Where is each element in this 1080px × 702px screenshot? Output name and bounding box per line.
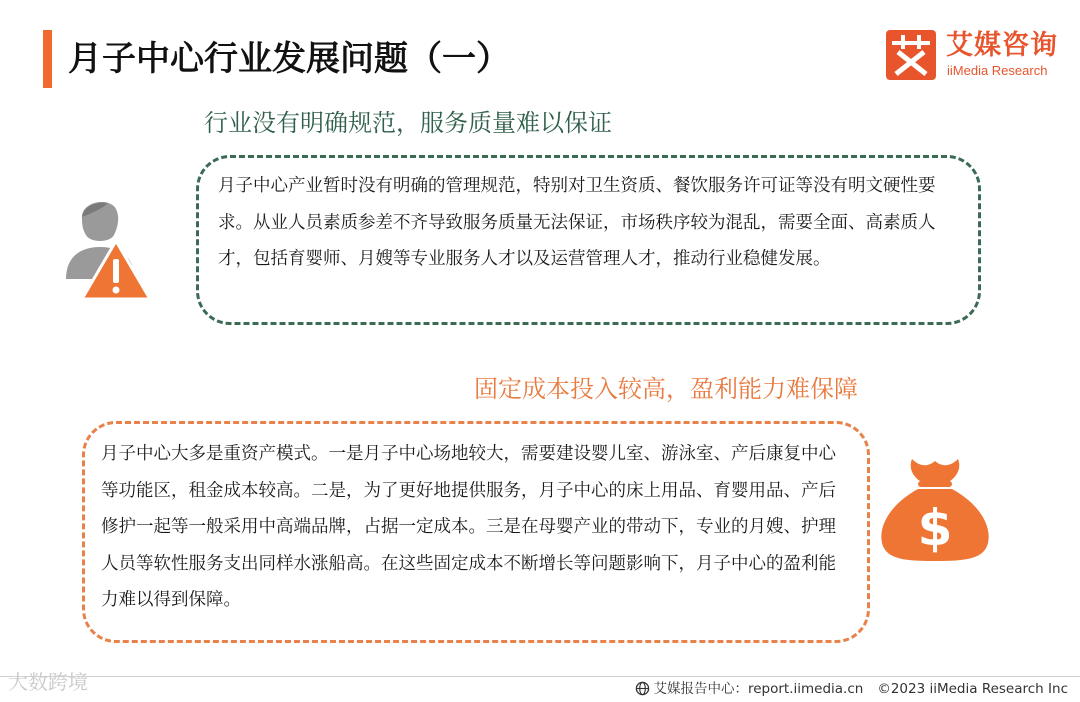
page-title: 月子中心行业发展问题（一） — [68, 39, 510, 79]
section2-heading: 固定成本投入较高，盈利能力难保障 — [474, 375, 858, 403]
watermark: 大数跨境 — [8, 670, 88, 694]
person-warning-icon — [62, 195, 154, 301]
title-accent-bar — [43, 30, 52, 88]
section1-heading: 行业没有明确规范，服务质量难以保证 — [204, 109, 612, 137]
footer-source: 艾媒报告中心：report.iimedia.cn — [653, 681, 864, 697]
brand-name-en: iiMedia Research — [947, 63, 1048, 78]
section1-body: 月子中心产业暂时没有明确的管理规范，特别对卫生资质、餐饮服务许可证等没有明文硬性要求。从业人员素质参差不齐导致服务质量无法保证，市场秩序较为混乱，需要全面、高素质人才，包括育婴师、月嫂等专业服务人才以及运营管理人才，推动行业稳健发展。 — [218, 176, 936, 269]
svg-text:$: $ — [917, 499, 953, 557]
brand-name-cn: 艾媒咨询 — [946, 30, 1058, 61]
footer — [635, 679, 1068, 699]
footer-divider — [0, 676, 1080, 677]
section2-body: 月子中心大多是重资产模式。一是月子中心场地较大，需要建设婴儿室、游泳室、产后康复中心等功能区，租金成本较高。二是，为了更好地提供服务，月子中心的床上用品、育婴用品、产后修护一起等一般采用中高端品牌，占据一定成本。三是在母婴产业的带动下，专业的月嫂、护理人员等软性服务支出同样水涨船高。在这些固定成本不断增长等问题影响下，月子中心的盈利能力难以得到保障。 — [101, 444, 836, 610]
brand-logo — [886, 30, 1066, 82]
logo-mark-icon — [886, 30, 936, 80]
globe-icon — [635, 681, 650, 696]
money-bag-icon — [874, 455, 996, 563]
footer-copyright: ©2023 iiMedia Research Inc — [877, 681, 1068, 697]
